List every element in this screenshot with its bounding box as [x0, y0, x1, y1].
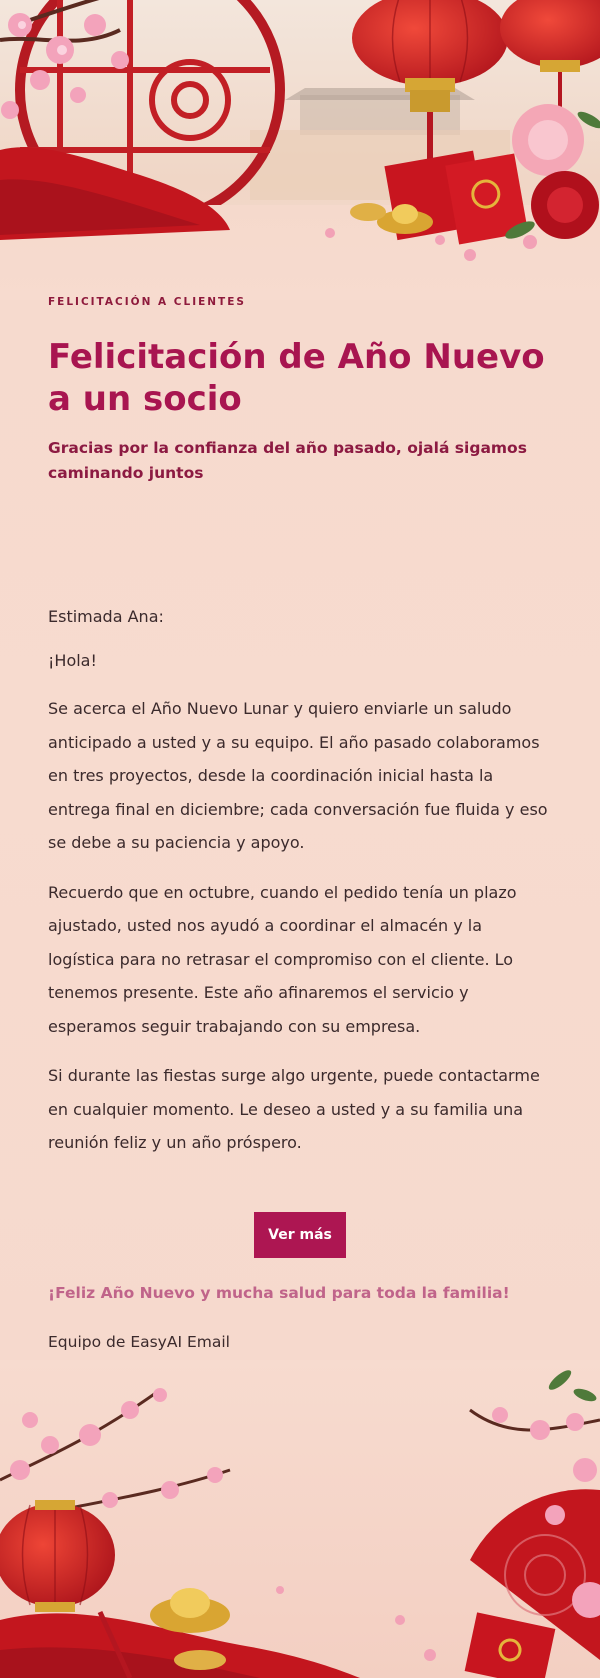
letter-paragraph: Recuerdo que en octubre, cuando el pedido tenía un plazo ajustado, usted nos ayudó a coordinar el almacén y la logística para no retrasar el compromiso con el cliente. Lo tenemos presente. Este año afinaremos el servicio y esperamos seguir trabajando con su empresa. — [48, 882, 517, 1036]
lunar-new-year-footer — [0, 1360, 600, 1678]
letter-paragraph: Si durante las fiestas surge algo urgente, puede contactarme en cualquier momento. Le deseo a usted y a su familia una reunión feliz y un año próspero. — [48, 1066, 540, 1152]
letter-hello: ¡Hola! — [48, 651, 97, 670]
letter-body — [48, 604, 552, 1176]
closing-wish: ¡Feliz Año Nuevo y mucha salud para toda la familia! — [48, 1284, 510, 1302]
page-title: Felicitación de Año Nuevo a un socio — [48, 337, 545, 419]
header-block — [48, 296, 548, 486]
ver-mas-button[interactable]: Ver más — [254, 1212, 346, 1258]
letter-salutation: Estimada Ana: — [48, 607, 164, 626]
signature: Equipo de EasyAI Email — [48, 1333, 230, 1351]
letter-paragraph: Se acerca el Año Nuevo Lunar y quiero enviarle un saludo anticipado a usted y a su equipo. El año pasado colaboramos en tres proyectos, desde la coordinación inicial hasta la entrega final en diciembre; cada conversación fue fluida y eso se debe a su paciencia y apoyo. — [48, 699, 548, 852]
header-illustration — [0, 0, 600, 300]
eyebrow-label: FELICITACIÓN A CLIENTES — [48, 296, 246, 308]
page-subtitle: Gracias por la confianza del año pasado, ojalá sigamos caminando juntos — [48, 439, 527, 482]
lunar-new-year-banner — [0, 0, 600, 300]
cta-container — [0, 1212, 600, 1258]
footer-illustration — [0, 1360, 600, 1678]
